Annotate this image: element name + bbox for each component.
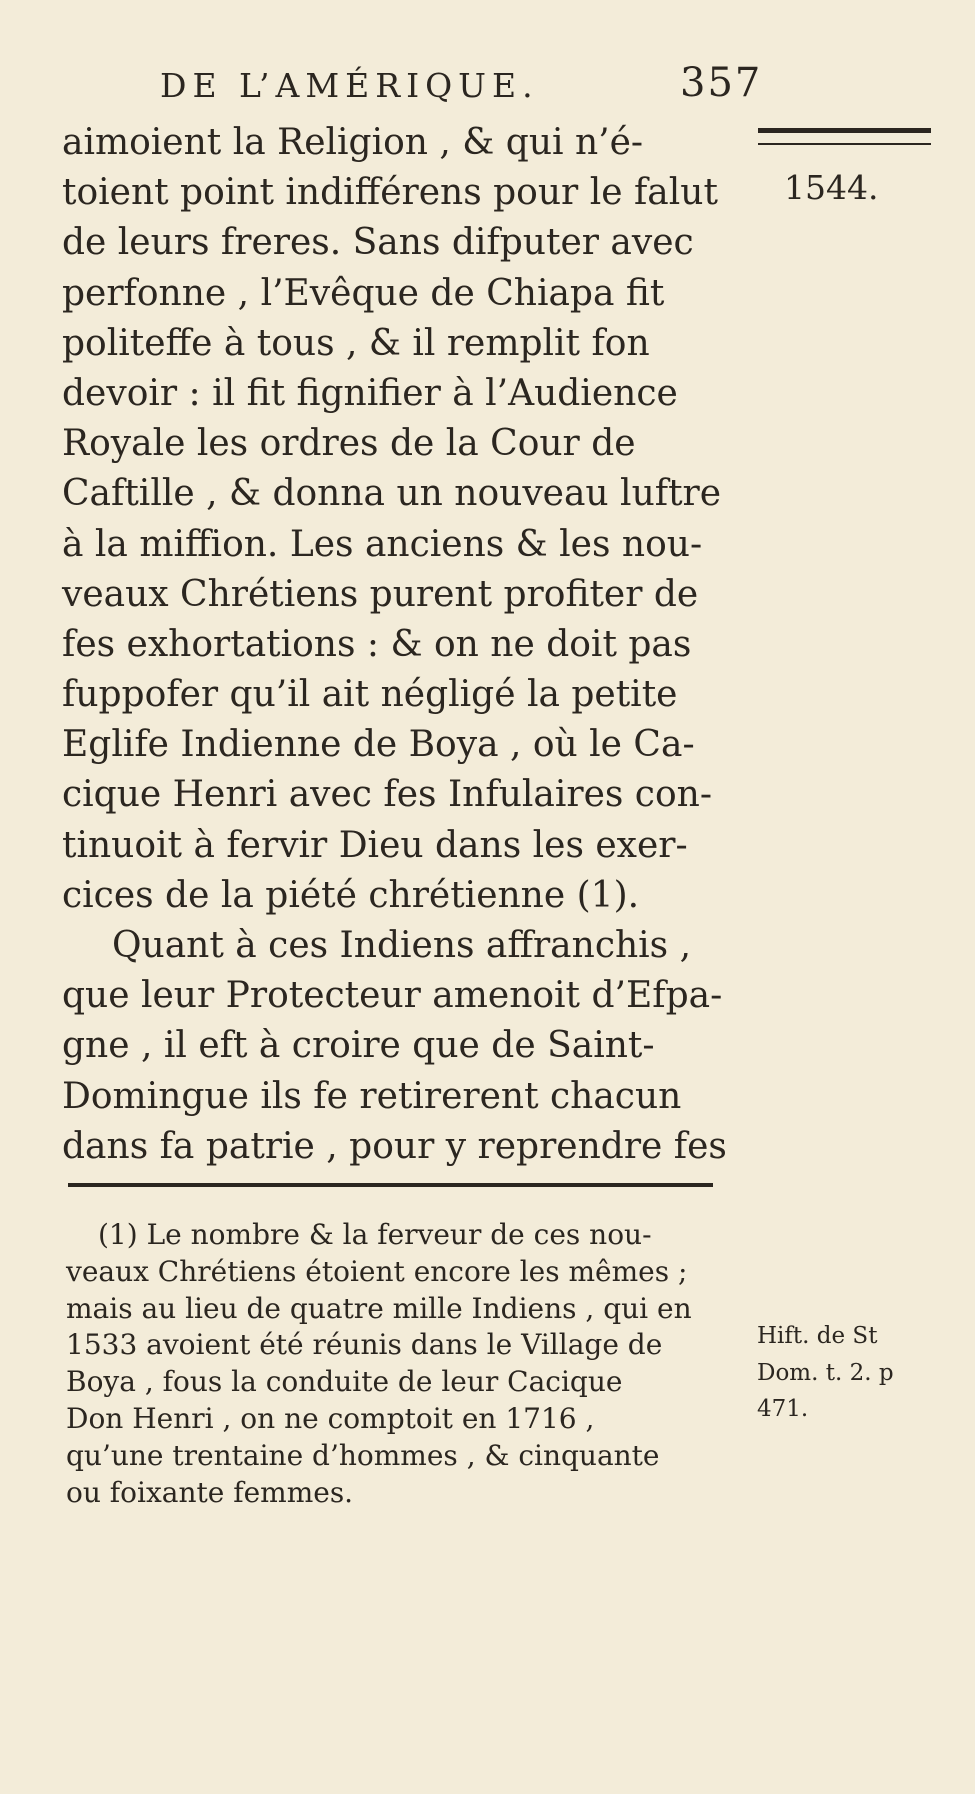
body-line: Caftille , & donna un nouveau luftre (62, 473, 722, 515)
body-line: politeffe à tous , & il remplit fon (62, 322, 650, 364)
footnote-divider (68, 1183, 713, 1187)
body-line: cices de la piété chrétienne (1). (62, 874, 640, 916)
margin-reference-line: Hift. de St (757, 1323, 878, 1349)
body-line: Royale les ordres de la Cour de (62, 423, 636, 465)
body-line: perfonne , l’Evêque de Chiapa fit (62, 272, 665, 314)
margin-ornament-rule (758, 128, 931, 145)
margin-reference (757, 1318, 967, 1428)
body-line: cique Henri avec fes Infulaires con- (62, 774, 712, 816)
body-line: aimoient la Religion , & qui n’é- (62, 122, 644, 163)
footnote-line: mais au lieu de quatre mille Indiens , qui en (66, 1291, 692, 1325)
running-head (160, 60, 763, 106)
body-line-paragraph-start: Quant à ces Indiens affranchis , (112, 925, 692, 966)
body-line: tinuoit à fervir Dieu dans les exer- (62, 824, 688, 866)
body-text (62, 118, 742, 1172)
body-line: gne , il eft à croire que de Saint- (62, 1025, 655, 1067)
margin-year: 1544. (784, 168, 879, 207)
body-line: de leurs freres. Sans difputer avec (62, 222, 694, 264)
body-line: toient point indifférens pour le falut (62, 172, 718, 214)
body-line: Eglife Indienne de Boya , où le Ca- (62, 724, 695, 766)
body-line: dans fa patrie , pour y reprendre fes (62, 1125, 727, 1167)
footnote-line: ou foixante femmes. (66, 1475, 354, 1509)
body-line: à la miffion. Les anciens & les nou- (62, 523, 703, 565)
footnote-line: Don Henri , on ne comptoit en 1716 , (66, 1401, 595, 1435)
margin-reference-line: 471. (757, 1396, 809, 1422)
running-head-title: DE L’AMÉRIQUE. (160, 66, 539, 105)
footnote-line: veaux Chrétiens étoient encore les mêmes ; (66, 1254, 688, 1288)
margin-reference-line: Dom. t. 2. p (757, 1359, 894, 1386)
footnote-line: 1533 avoient été réunis dans le Village de (66, 1328, 663, 1362)
body-line: veaux Chrétiens purent profiter de (62, 573, 699, 615)
body-line: que leur Protecteur amenoit d’Efpa- (62, 975, 723, 1017)
footnote-line: (1) Le nombre & la ferveur de ces nou- (98, 1218, 652, 1251)
footnote-line: qu’une trentaine d’hommes , & cinquante (66, 1438, 660, 1472)
footnote (66, 1217, 756, 1511)
page-number: 357 (680, 60, 763, 106)
body-line: Domingue ils fe retirerent chacun (62, 1075, 682, 1117)
body-line: fuppofer qu’il ait négligé la petite (62, 674, 678, 716)
body-line: devoir : il fit fignifier à l’Audience (62, 372, 678, 414)
body-line: fes exhortations : & on ne doit pas (62, 623, 692, 665)
footnote-line: Boya , fous la conduite de leur Cacique (66, 1365, 623, 1399)
